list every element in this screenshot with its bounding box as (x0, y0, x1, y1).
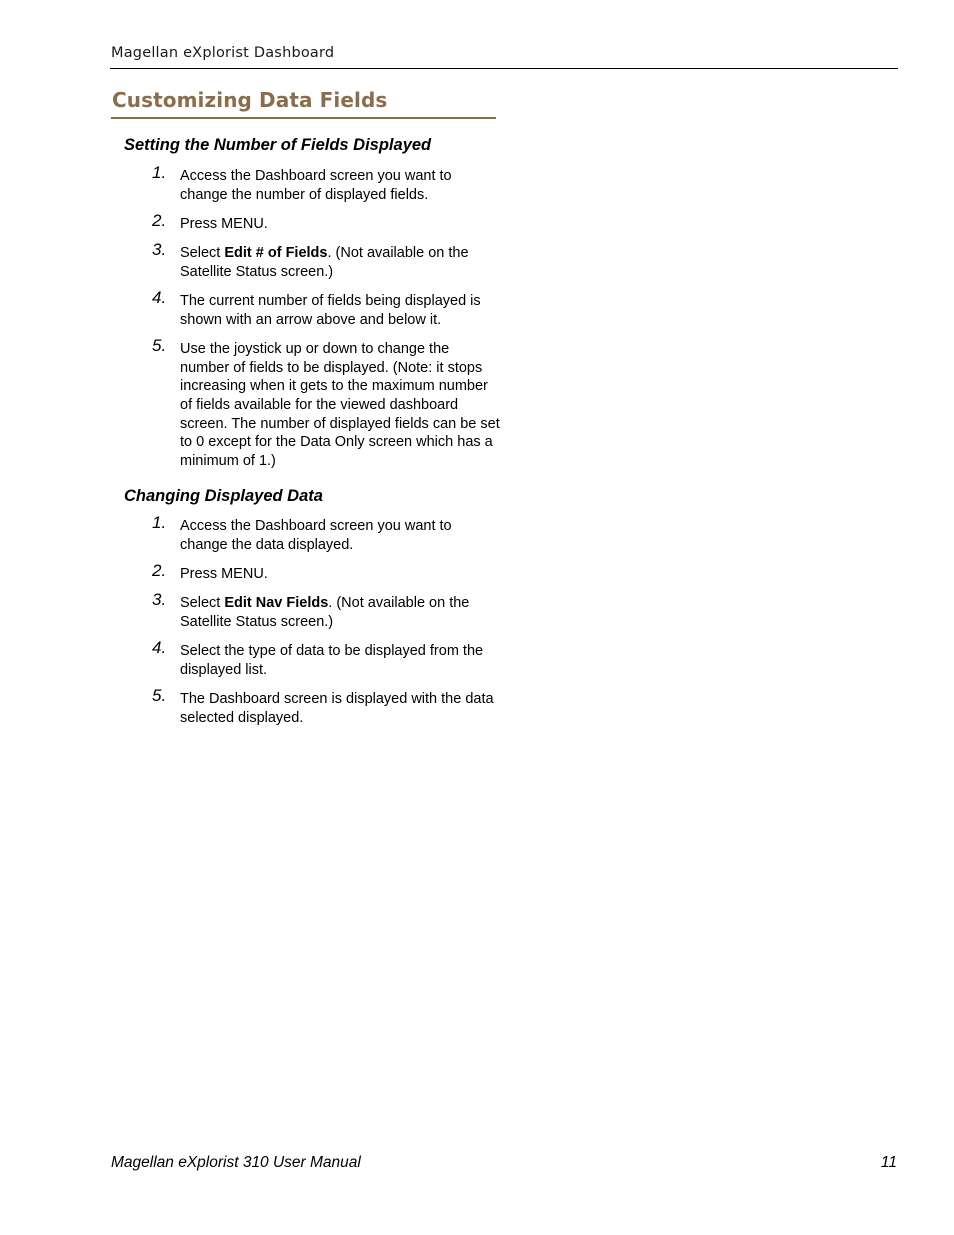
step-text: Select the type of data to be displayed from the displayed list. (180, 643, 484, 678)
menu-command: Edit # of Fields (224, 245, 328, 262)
menu-command: Edit Nav Fields (224, 595, 329, 612)
step-number: 1. (152, 163, 167, 182)
step-text: Use the joystick up or down to change the number of fields to be displayed. (Note: it stops increasing when it gets to the maximum number of fields available for the viewed dashboard screen. The number of displayed fields can be set to 0 except for the Data Only screen which has a minimum of 1.) (180, 340, 500, 470)
step-item (152, 560, 502, 584)
step-text: The current number of fields being displayed is shown with an arrow above and below it. (180, 293, 481, 328)
step-item (152, 335, 502, 471)
step-text: Press MENU. (180, 565, 268, 582)
step-item (152, 210, 502, 234)
section-heading-number-of-fields: Setting the Number of Fields Displayed (124, 136, 432, 154)
steps-list-number-of-fields (152, 163, 502, 481)
running-header: Magellan eXplorist Dashboard (111, 45, 335, 61)
step-text: Access the Dashboard screen you want to change the number of displayed fields. (180, 168, 452, 203)
step-text: Select (180, 245, 225, 262)
step-number: 4. (152, 288, 167, 308)
step-item (152, 590, 502, 631)
step-item (152, 240, 502, 281)
step-item (152, 288, 502, 329)
footer-manual-title: Magellan eXplorist 310 User Manual (111, 1154, 361, 1171)
step-text: The Dashboard screen is displayed with the data selected displayed. (180, 690, 494, 726)
step-text-continued: . (Not available on the Satellite Status screen.) (180, 245, 469, 280)
step-number: 3. (152, 590, 167, 610)
header-divider (110, 68, 898, 69)
step-item (152, 638, 502, 679)
section-heading-changing-data: Changing Displayed Data (124, 487, 323, 505)
step-number: 4. (152, 638, 167, 658)
step-number: 1. (152, 513, 167, 532)
step-number: 2. (152, 560, 167, 580)
step-text: Access the Dashboard screen you want to change the data displayed. (180, 518, 452, 553)
title-underline (111, 117, 496, 119)
step-number: 2. (152, 210, 167, 230)
step-text-continued: . (Not available on the Satellite Status screen.) (180, 595, 470, 630)
step-number: 5. (152, 335, 167, 355)
step-number: 3. (152, 240, 167, 260)
footer-page-number: 11 (880, 1154, 897, 1171)
step-number: 5. (152, 685, 167, 705)
page-title: Customizing Data Fields (112, 88, 388, 112)
steps-list-changing-data (152, 513, 502, 738)
step-item (152, 163, 502, 204)
step-item (152, 513, 502, 554)
step-item (152, 685, 502, 727)
step-text: Select (180, 595, 225, 612)
step-text: Press MENU. (180, 215, 268, 232)
